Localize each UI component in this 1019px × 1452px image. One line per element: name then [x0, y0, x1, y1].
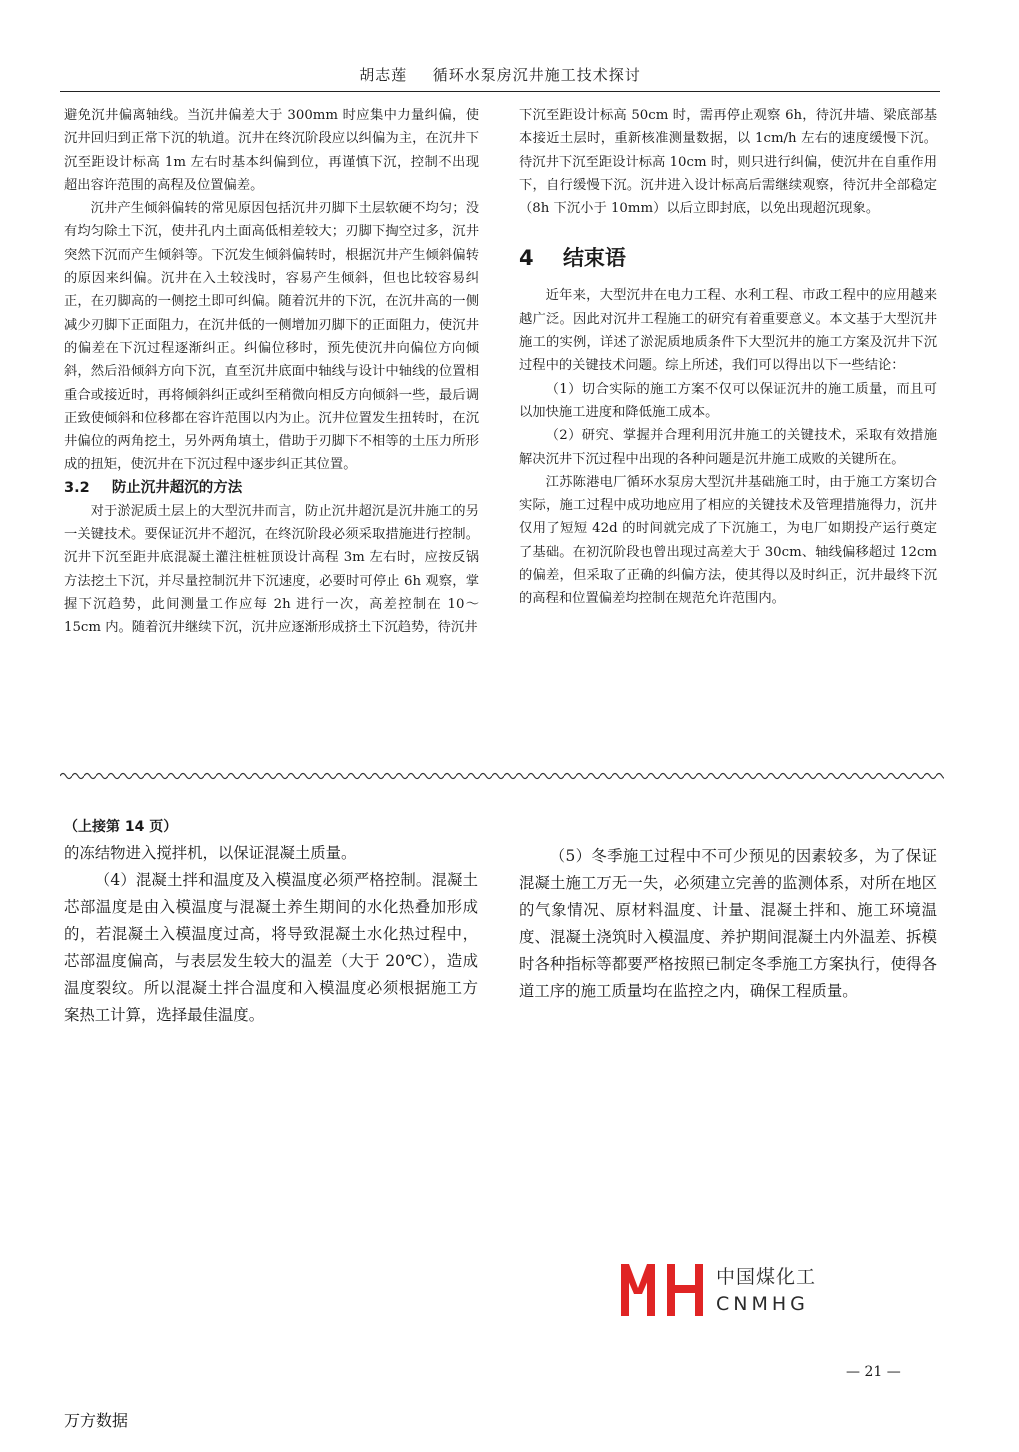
cnmhg-logo [619, 1258, 829, 1322]
section-title: 防止沉井超沉的方法 [111, 479, 243, 496]
paragraph: （4）混凝土拌和温度及入模温度必须严格控制。混凝土芯部温度是由入模温度与混凝土养生期间的水化热叠加形成的，若混凝土入模温度过高，将导致混凝土水化热过程中，芯部温度偏高，与表层发生较大的温差（大于 20℃），造成温度裂纹。所以混凝土拌合温度和入模温度必须根据施工方案热工计算，选择最佳温度。 [64, 871, 478, 1024]
page-number: — 21 — [846, 1364, 901, 1380]
logo-text-en: CNMHG [716, 1293, 809, 1315]
paragraph: （1）切合实际的施工方案不仅可以保证沉井的施工质量，而且可以加快施工进度和降低施工成本。 [519, 381, 937, 420]
header-author: 胡志莲 [359, 66, 408, 84]
paragraph: 近年来，大型沉井在电力工程、水利工程、市政工程中的应用越来越广泛。因此对沉井工程施工的研究有着重要意义。本文基于大型沉井施工的实例，详述了淤泥质地质条件下大型沉井的施工方案及沉井下沉过程中的关键技术问题。综上所述，我们可以得出以下一些结论： [519, 288, 937, 374]
paragraph: 对于淤泥质土层上的大型沉井而言，防止沉井超沉是沉井施工的另一关键技术。要保证沉井不超沉，在终沉阶段必须采取措施进行控制。沉井下沉至距井底混凝土灌注桩桩顶设计高程 3m 左右时，应按反锅方法挖土下沉，并尽量控制沉井下沉速度，必要时可停止 6h 观察，掌握下沉趋势，此间测量工作应每 2h 进行一次，高差控制在 10～15cm 内。随着沉井继续下沉，沉井应逐渐形成挤土下沉趋势，待沉井 [64, 503, 479, 636]
continued-left-column [64, 815, 478, 1029]
logo-text-cn: 中国煤化工 [716, 1266, 817, 1288]
right-column [519, 104, 937, 611]
section-heading-3-2 [64, 477, 479, 500]
section-title: 结束语 [562, 246, 626, 271]
header-title: 循环水泵房沉井施工技术探讨 [432, 66, 641, 84]
wavy-divider [60, 768, 944, 782]
left-column [64, 104, 479, 640]
cnmhg-logo-mark [619, 1258, 709, 1322]
section-number: 3.2 [64, 479, 90, 496]
section-number: 4 [519, 246, 534, 271]
paragraph: （2）研究、掌握并合理利用沉井施工的关键技术，采取有效措施解决沉井下沉过程中出现的各种问题是沉井施工成败的关键所在。 [519, 428, 937, 467]
continued-right-column [519, 843, 937, 1005]
wanfang-watermark: 万方数据 [64, 1411, 129, 1430]
section-heading-4 [519, 244, 937, 272]
paragraph: 的冻结物进入搅拌机，以保证混凝土质量。 [64, 844, 357, 862]
paragraph: 江苏陈港电厂循环水泵房大型沉井基础施工时，由于施工方案切合实际，施工过程中成功地应用了相应的关键技术及管理措施得力，沉井仅用了短短 42d 的时间就完成了下沉施工，为电厂如期投产运行奠定了基础。在初沉阶段也曾出现过高差大于 30cm、轴线偏移超过 12cm 的偏差，但采取了正确的纠偏方法，使其得以及时纠正，沉井最终下沉的高程和位置偏差均控制在规范允许范围内。 [519, 474, 937, 607]
paragraph: 下沉至距设计标高 50cm 时，需再停止观察 6h，待沉井墙、梁底部基本接近土层时，重新核准测量数据，以 1cm/h 左右的速度缓慢下沉。待沉井下沉至距设计标高 10cm 时，则只进行纠偏，使沉井在自重作用下，自行缓慢下沉。沉井进入设计标高后需继续观察，待沉井全部稳定（8h 下沉小于 10mm）以后立即封底，以免出现超沉现象。 [519, 108, 937, 217]
paragraph: 沉井产生倾斜偏转的常见原因包括沉井刃脚下土层软硬不均匀；没有均匀除土下沉，使井孔内土面高低相差较大；刃脚下掏空过多，沉井突然下沉而产生倾斜等。下沉发生倾斜偏转时，根据沉井产生倾斜偏转的原因来纠偏。沉井在入土较浅时，容易产生倾斜，但也比较容易纠正，在刃脚高的一侧挖土即可纠偏。随着沉井的下沉，在沉井高的一侧减少刃脚下正面阻力，在沉井低的一侧增加刃脚下的正面阻力，使沉井的偏差在下沉过程逐渐纠正。纠偏位移时，预先使沉井向偏位方向倾斜，然后沿倾斜方向下沉，直至沉井底面中轴线与设计中轴线的位置相重合或接近时，再将倾斜纠正或纠至稍微向相反方向倾斜一些，最后调正致使倾斜和位移都在容许范围以内为止。沉井位置发生扭转时，在沉井偏位的两角挖土，另外两角填土，借助于刃脚下不相等的土压力所形成的扭矩，使沉井在下沉过程中逐步纠正其位置。 [64, 201, 479, 473]
paragraph: （5）冬季施工过程中不可少预见的因素较多，为了保证混凝土施工万无一失，必须建立完善的监测体系，对所在地区的气象情况、原材料温度、计量、混凝土拌和、施工环境温度、混凝土浇筑时入模温度、养护期间混凝土内外温差、拆模时各种指标等都要严格按照已制定冬季施工方案执行，使得各道工序的施工质量均在监控之内，确保工程质量。 [519, 847, 937, 1000]
running-header [60, 64, 940, 85]
paragraph: 避免沉井偏离轴线。当沉井偏差大于 300mm 时应集中力量纠偏，使沉井回归到正常下沉的轨道。沉井在终沉阶段应以纠偏为主，在沉井下沉至距设计标高 1m 左右时基本纠偏到位，再谨慎下沉，控制不出现超出容许范围的高程及位置偏差。 [64, 108, 479, 193]
continued-from-label: （上接第 14 页） [64, 819, 178, 835]
header-rule [60, 91, 940, 92]
